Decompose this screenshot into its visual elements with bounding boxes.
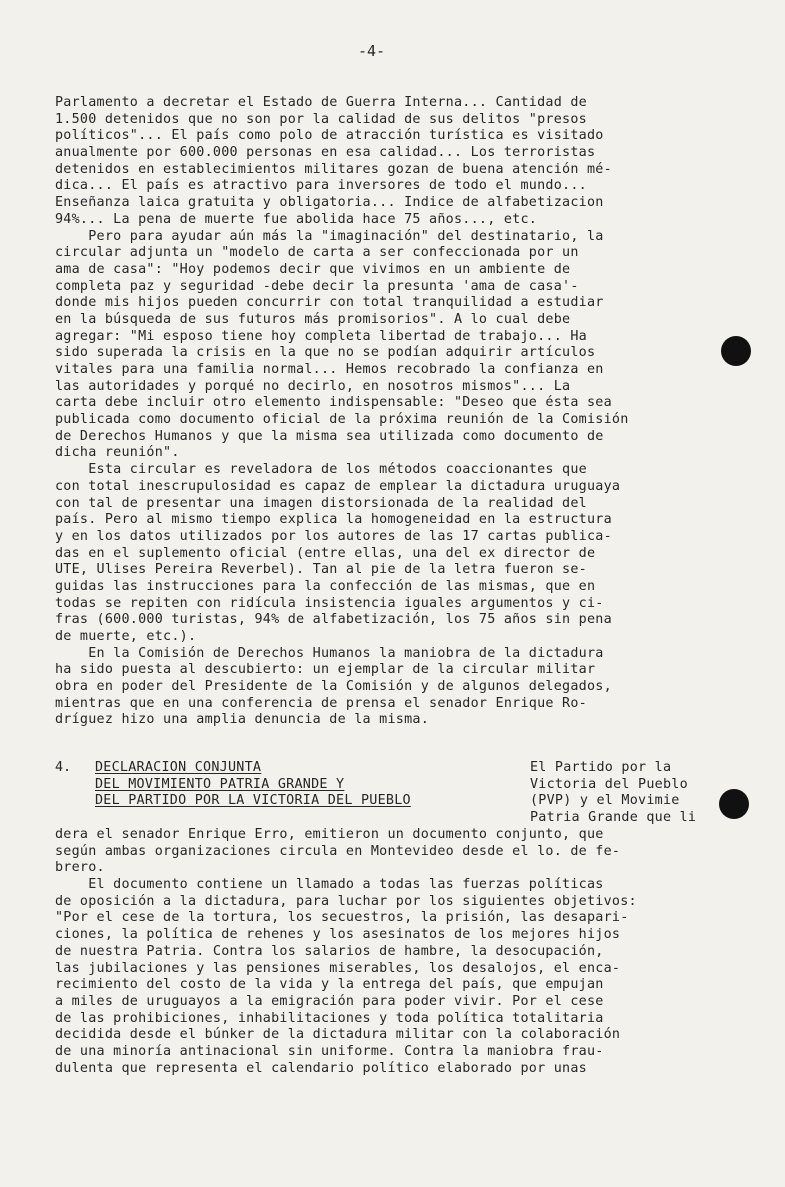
text-line: obra en poder del Presidente de la Comisión y de algunos delegados,	[55, 679, 612, 695]
text-line: de una minoría antinacional sin uniforme. Contra la maniobra frau-	[55, 1043, 604, 1059]
text-line: vitales para una familia normal... Hemos recobrado la confianza en	[55, 362, 604, 377]
text-line: Enseñanza laica gratuita y obligatoria... Indice de alfabetizacion	[55, 195, 604, 211]
text-line: con tal de presentar una imagen distorsionada de la realidad del	[55, 495, 587, 511]
text-line: Pero para ayudar aún más la "imaginación" del destinatario, la	[55, 228, 604, 244]
text-line: Parlamento a decretar el Estado de Guerra Interna... Cantidad de	[55, 95, 587, 110]
text-line: donde mis hijos pueden concurrir con total tranquilidad a estudiar	[55, 295, 604, 311]
punch-hole	[721, 336, 751, 366]
text-line: de muerte, etc.).	[55, 629, 197, 644]
section-number: 4.	[55, 760, 72, 775]
section-title	[95, 760, 411, 810]
text-line: publicada como documento oficial de la próxima reunión de la Comisión	[55, 412, 629, 428]
text-line: En la Comisión de Derechos Humanos la maniobra de la dictadura	[55, 645, 604, 661]
text-line: de oposición a la dictadura, para luchar por los siguientes objetivos:	[55, 893, 637, 909]
text-line: mientras que en una conferencia de prensa el senador Enrique Ro-	[55, 695, 587, 711]
punch-hole	[719, 789, 749, 819]
text-line: guidas las instrucciones para la confección de las mismas, que en	[55, 578, 596, 594]
text-line: país. Pero al mismo tiempo explica la homogeneidad en la estructura	[55, 512, 612, 528]
text-line: todas se repiten con ridícula insistencia iguales argumentos y ci-	[55, 595, 604, 611]
section-intro-line: Patria Grande que li	[530, 810, 697, 826]
section-title-line: DECLARACION CONJUNTA	[95, 760, 262, 775]
text-line: El documento contiene un llamado a todas las fuerzas políticas	[55, 877, 604, 893]
section-title-line: DEL MOVIMIENTO PATRIA GRANDE Y	[95, 776, 345, 792]
page-number: -4-	[358, 42, 386, 60]
text-line: ciones, la política de rehenes y los asesinatos de los mejores hijos	[55, 927, 621, 943]
section-intro-line: El Partido por la	[530, 760, 672, 775]
text-line: agregar: "Mi esposo tiene hoy completa libertad de trabajo... Ha	[55, 328, 587, 344]
text-line: y en los datos utilizados por los autores de las 17 cartas publica-	[55, 528, 612, 544]
text-line: dicha reunión".	[55, 445, 180, 461]
text-line: circular adjunta un "modelo de carta a ser confeccionada por un	[55, 245, 579, 261]
text-line: según ambas organizaciones circula en Montevideo desde el lo. de fe-	[55, 843, 621, 859]
text-line: 94%... La pena de muerte fue abolida hace 75 años..., etc.	[55, 211, 538, 227]
section-intro-line: Victoria del Pueblo	[530, 776, 688, 792]
text-line: UTE, Ulises Pereira Reverbel). Tan al pie de la letra fueron se-	[55, 562, 587, 578]
text-line: recimiento del costo de la vida y la entrega del país, que empujan	[55, 977, 604, 993]
section-intro-column	[530, 760, 696, 827]
section-title-line: DEL PARTIDO POR LA VICTORIA DEL PUEBLO	[95, 793, 411, 809]
text-line: dera el senador Enrique Erro, emitieron un documento conjunto, que	[55, 827, 604, 842]
text-line: anualmente por 600.000 personas en esa calidad... Los terroristas	[55, 145, 596, 161]
text-line: las autoridades y porqué no decirlo, en nosotros mismos"... La	[55, 378, 571, 394]
text-line: Esta circular es reveladora de los métodos coaccionantes que	[55, 462, 587, 478]
text-line: dica... El país es atractivo para inversores de todo el mundo...	[55, 178, 587, 194]
text-line: dríguez hizo una amplia denuncia de la misma.	[55, 712, 430, 728]
text-line: carta debe incluir otro elemento indispensable: "Deseo que ésta sea	[55, 395, 612, 411]
text-line: completa paz y seguridad -debe decir la presunta 'ama de casa'-	[55, 278, 579, 294]
text-line: detenidos en establecimientos militares gozan de buena atención mé-	[55, 161, 612, 177]
text-line: las jubilaciones y las pensiones miserables, los desalojos, el enca-	[55, 960, 621, 976]
text-line: sido superada la crisis en la que no se podían adquirir artículos	[55, 345, 596, 361]
text-line: ha sido puesta al descubierto: un ejemplar de la circular militar	[55, 662, 596, 678]
text-line: de nuestra Patria. Contra los salarios de hambre, la desocupación,	[55, 943, 604, 959]
text-line: decidida desde el búnker de la dictadura militar con la colaboración	[55, 1027, 621, 1043]
section-intro-line: (PVP) y el Movimie	[530, 793, 680, 809]
text-line: en la búsqueda de sus futuros más promisorios". A lo cual debe	[55, 311, 571, 327]
text-line: ama de casa": "Hoy podemos decir que vivimos en un ambiente de	[55, 261, 571, 277]
text-line: fras (600.000 turistas, 94% de alfabetización, los 75 años sin pena	[55, 612, 612, 628]
text-line: 1.500 detenidos que no son por la calidad de sus delitos "presos	[55, 111, 587, 127]
text-line: a miles de uruguayos a la emigración para poder vivir. Por el cese	[55, 993, 604, 1009]
text-line: con total inescrupulosidad es capaz de emplear la dictadura uruguaya	[55, 478, 621, 494]
text-line: políticos"... El país como polo de atracción turística es visitado	[55, 128, 604, 144]
text-line: brero.	[55, 860, 105, 876]
text-line: "Por el cese de la tortura, los secuestros, la prisión, las desapari-	[55, 910, 629, 926]
text-line: dulenta que representa el calendario político elaborado por unas	[55, 1060, 587, 1076]
text-line: de las prohibiciones, inhabilitaciones y toda política totalitaria	[55, 1010, 604, 1026]
section-body-text	[55, 827, 770, 1077]
text-line: de Derechos Humanos y que la misma sea utilizada como documento de	[55, 428, 604, 444]
text-line: das en el suplemento oficial (entre ellas, una del ex director de	[55, 545, 596, 561]
body-text	[55, 95, 755, 729]
